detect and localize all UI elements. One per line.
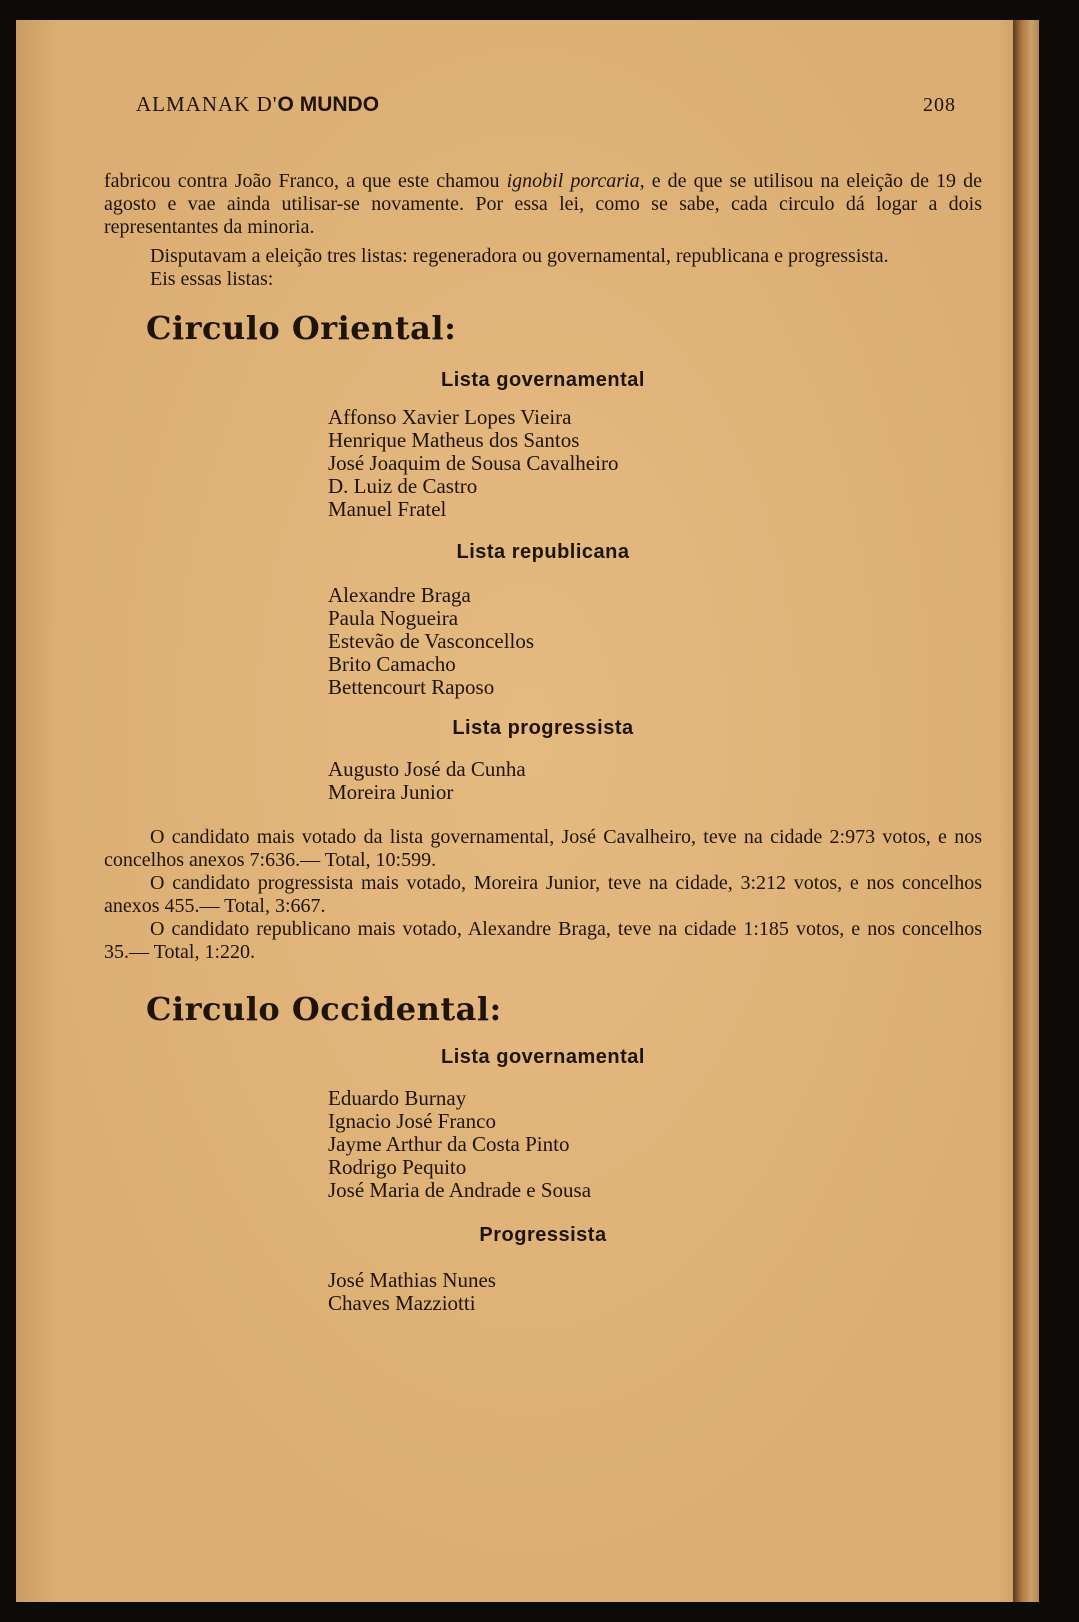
intro-paragraph-1: [104, 170, 982, 239]
book-binding-edge: [1013, 20, 1039, 1602]
circulo-ocidental-title: Circulo Occidental:: [146, 990, 502, 1028]
list-item: D. Luiz de Castro: [328, 474, 478, 498]
list-item: Rodrigo Pequito: [328, 1155, 467, 1179]
intro-p1-italic: ignobil porcaria,: [506, 170, 645, 192]
oriental-list-governamental-title: Lista governamental: [440, 369, 645, 391]
running-header: [136, 92, 956, 117]
list-item: Chaves Mazziotti: [328, 1291, 476, 1315]
page-body: [104, 170, 982, 1315]
result-progressista: O candidato progressista mais votado, Moreira Junior, teve na cidade, 3:212 votos, e nos concelhos anexos 455.— Total, 3:667.: [104, 872, 982, 917]
oriental-list-republicana-title: Lista republicana: [456, 541, 630, 563]
list-item: Eduardo Burnay: [328, 1086, 467, 1110]
result-governamental: O candidato mais votado da lista governamental, José Cavalheiro, teve na cidade 2:973 votos, e nos concelhos anexos 7:636.— Total, 10:599.: [104, 826, 982, 871]
oriental-list-republicana: [104, 584, 982, 699]
list-item: José Mathias Nunes: [328, 1268, 496, 1292]
intro-p1-before: fabricou contra João Franco, a que este chamou: [104, 170, 507, 192]
ocidental-list-progressista: [104, 1269, 982, 1315]
list-item: Affonso Xavier Lopes Vieira: [328, 405, 572, 429]
oriental-list-progressista-title: Lista progressista: [452, 717, 634, 739]
list-item: Henrique Matheus dos Santos: [328, 428, 580, 452]
intro-p1-after: e de que se utilisou na eleição de 19 de agosto e vae ainda utilisar-se novamente. Por essa lei, como se sabe, cada circulo dá logar a dois representantes da minoria.: [104, 170, 982, 238]
list-item: Brito Camacho: [328, 652, 456, 676]
list-item: Estevão de Vasconcellos: [328, 629, 535, 653]
list-item: Jayme Arthur da Costa Pinto: [328, 1132, 570, 1156]
circulo-oriental-title: Circulo Oriental:: [146, 309, 457, 347]
list-item: Ignacio José Franco: [328, 1109, 496, 1133]
intro-paragraph-2: Disputavam a eleição tres listas: regeneradora ou governamental, republicana e progressista.: [150, 245, 889, 267]
ocidental-list-governamental-title: Lista governamental: [440, 1046, 645, 1068]
book-page: [16, 20, 1039, 1602]
result-republicano: O candidato republicano mais votado, Alexandre Braga, teve na cidade 1:185 votos, e nos concelhos 35.— Total, 1:220.: [104, 918, 982, 963]
ocidental-list-governamental: [104, 1087, 982, 1202]
list-item: Alexandre Braga: [328, 583, 471, 607]
header-title-brand: O MUNDO: [277, 93, 380, 116]
list-item: Bettencourt Raposo: [328, 675, 495, 699]
ocidental-list-progressista-title: Progressista: [479, 1224, 607, 1246]
intro-paragraph-3: Eis essas listas:: [150, 268, 274, 290]
list-item: José Maria de Andrade e Sousa: [328, 1178, 592, 1202]
oriental-list-progressista: [104, 758, 982, 804]
list-item: Moreira Junior: [328, 780, 454, 804]
page-number: 208: [923, 94, 956, 116]
oriental-list-governamental: [104, 406, 982, 521]
list-item: Paula Nogueira: [328, 606, 459, 630]
list-item: Manuel Fratel: [328, 497, 447, 521]
header-title-prefix: ALMANAK D': [136, 92, 278, 116]
list-item: Augusto José da Cunha: [328, 757, 526, 781]
list-item: José Joaquim de Sousa Cavalheiro: [328, 451, 619, 475]
